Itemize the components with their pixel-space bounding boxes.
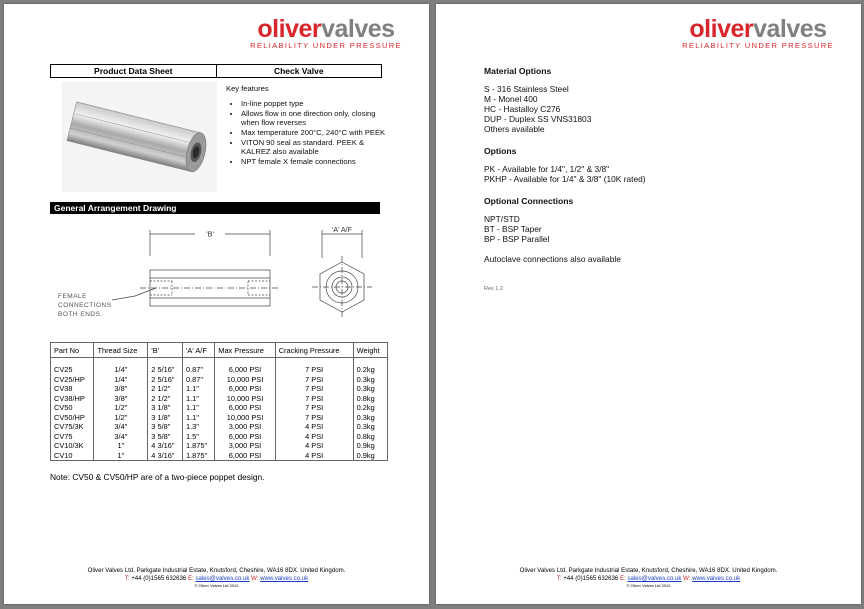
web-label: W:	[251, 575, 259, 582]
col-b: 'B'	[148, 343, 183, 358]
footer-address: Oliver Valves Ltd, Parkgate Industrial Estate, Knutsford, Cheshire, WA16 8DX. United Kingdom.	[519, 567, 778, 574]
product-name-label: Check Valve	[273, 66, 324, 76]
general-arrangement-drawing	[50, 218, 385, 338]
options-content	[484, 66, 814, 292]
key-features-title: Key features	[226, 84, 269, 93]
web-link[interactable]: www.valves.co.uk	[692, 575, 741, 582]
copyright: © Oliver Valves Ltd 2010	[194, 583, 239, 588]
material-item: DUP - Duplex SS VNS31803	[484, 114, 592, 124]
col-max-pressure: Max Pressure	[215, 343, 275, 358]
material-item: HC - Hastalloy C276	[484, 104, 561, 114]
material-options-title: Material Options	[484, 66, 552, 76]
email-label: E:	[187, 575, 194, 582]
table-row: CV38 3/8" 2 1/2" 1.1" 6,000 PSI 7 PSI 0.3kg	[51, 384, 388, 394]
table-row: CV50 1/2" 3 1/8" 1.1" 6,000 PSI 7 PSI 0.2kg	[51, 403, 388, 413]
logo-tagline: RELIABILITY UNDER PRESSURE	[250, 41, 402, 50]
col-weight: Weight	[353, 343, 387, 358]
web-link[interactable]: www.valves.co.uk	[260, 575, 309, 582]
connection-item: BT - BSP Taper	[484, 224, 542, 234]
logo-word-valves: valves	[753, 15, 827, 43]
table-row: CV25/HP 1/4" 2 5/16" 0.87" 10,000 PSI 7 PSI 0.3kg	[51, 375, 388, 385]
feature-item: • NPT female X female connections	[241, 157, 386, 166]
logo-word-valves: valves	[321, 15, 395, 43]
spec-table	[50, 342, 388, 461]
spec-table-header	[51, 343, 388, 358]
options-title: Options	[484, 146, 517, 156]
feature-item: • Max temperature 200°C, 240°C with PEEK	[241, 128, 386, 137]
option-item: PK - Available for 1/4", 1/2" & 3/8"	[484, 164, 610, 174]
phone-label: T:	[124, 575, 130, 582]
footer	[4, 567, 429, 588]
footer-contact	[4, 575, 429, 583]
feature-item: • Allows flow in one direction only, closing when flow reverses	[241, 109, 386, 127]
key-features	[226, 84, 386, 167]
col-part-no: Part No	[51, 343, 94, 358]
autoclave-note: Autoclave connections also available	[484, 254, 621, 264]
copyright: © Oliver Valves Ltd 2010	[626, 583, 671, 588]
product-data-sheet-label: Product Data Sheet	[51, 65, 217, 77]
feature-item: • VITON 90 seal as standard. PEEK & KALREZ also available	[241, 138, 386, 156]
phone-label: T:	[556, 575, 562, 582]
table-row: CV50/HP 1/2" 3 1/8" 1.1" 10,000 PSI 7 PSI 0.3kg	[51, 413, 388, 423]
email-link[interactable]: sales@valves.co.uk	[627, 575, 682, 582]
footer-contact	[436, 575, 861, 583]
connection-item: NPT/STD	[484, 214, 520, 224]
col-cracking-pressure: Cracking Pressure	[275, 343, 353, 358]
material-item: Others available	[484, 124, 545, 134]
drawing-note-line: CONNECTIONS	[58, 302, 112, 309]
table-row: CV10/3K 1" 4 3/16" 1.875" 3,000 PSI 4 PSI 0.9kg	[51, 441, 388, 451]
check-valve-photo	[62, 82, 217, 192]
revision-label: Rev 1.2	[484, 286, 503, 292]
email-label: E:	[619, 575, 626, 582]
drawing-note-line: FEMALE	[58, 293, 88, 300]
footer-address: Oliver Valves Ltd, Parkgate Industrial Estate, Knutsford, Cheshire, WA16 8DX. United Kingdom.	[87, 567, 346, 574]
option-item: PKHP - Available for 1/4" & 3/8" (10K rated)	[484, 174, 646, 184]
logo-tagline: RELIABILITY UNDER PRESSURE	[682, 41, 834, 50]
brand-logo	[678, 16, 838, 50]
col-thread-size: Thread Size	[94, 343, 148, 358]
feature-item: • In-line poppet type	[241, 99, 386, 108]
logo-word-oliver: oliver	[257, 15, 322, 43]
optional-connections-title: Optional Connections	[484, 196, 574, 206]
table-row: CV25 1/4" 2 5/16" 0.87" 6,000 PSI 7 PSI 0.2kg	[51, 365, 388, 375]
page-1	[4, 4, 429, 604]
material-item: S - 316 Stainless Steel	[484, 84, 569, 94]
page-2	[436, 4, 861, 604]
design-note: Note: CV50 & CV50/HP are of a two-piece poppet design.	[50, 472, 265, 482]
connection-item: BP - BSP Parallel	[484, 234, 550, 244]
material-item: M - Monel 400	[484, 94, 538, 104]
footer	[436, 567, 861, 588]
phone-number: +44 (0)1565 632636	[131, 575, 187, 582]
feature-list	[226, 99, 386, 166]
product-header-row	[50, 64, 382, 78]
phone-number: +44 (0)1565 632636	[563, 575, 619, 582]
table-row: CV38/HP 3/8" 2 1/2" 1.1" 10,000 PSI 7 PSI 0.8kg	[51, 394, 388, 404]
brand-logo	[246, 16, 406, 50]
table-row: CV75 3/4" 3 5/8" 1.5" 6,000 PSI 4 PSI 0.8kg	[51, 432, 388, 442]
dimension-af-label: 'A' A/F	[332, 227, 352, 234]
logo-word-oliver: oliver	[689, 15, 754, 43]
dimension-b-label: 'B'	[206, 229, 214, 239]
web-label: W:	[683, 575, 691, 582]
table-row: CV10 1" 4 3/16" 1.875" 6,000 PSI 4 PSI 0.9kg	[51, 451, 388, 461]
email-link[interactable]: sales@valves.co.uk	[195, 575, 250, 582]
drawing-note-line: BOTH ENDS.	[58, 311, 103, 318]
table-row: CV75/3K 3/4" 3 5/8" 1.3" 3,000 PSI 4 PSI 0.3kg	[51, 422, 388, 432]
col-af: 'A' A/F	[182, 343, 214, 358]
section-title-bar: General Arrangement Drawing	[50, 202, 380, 214]
